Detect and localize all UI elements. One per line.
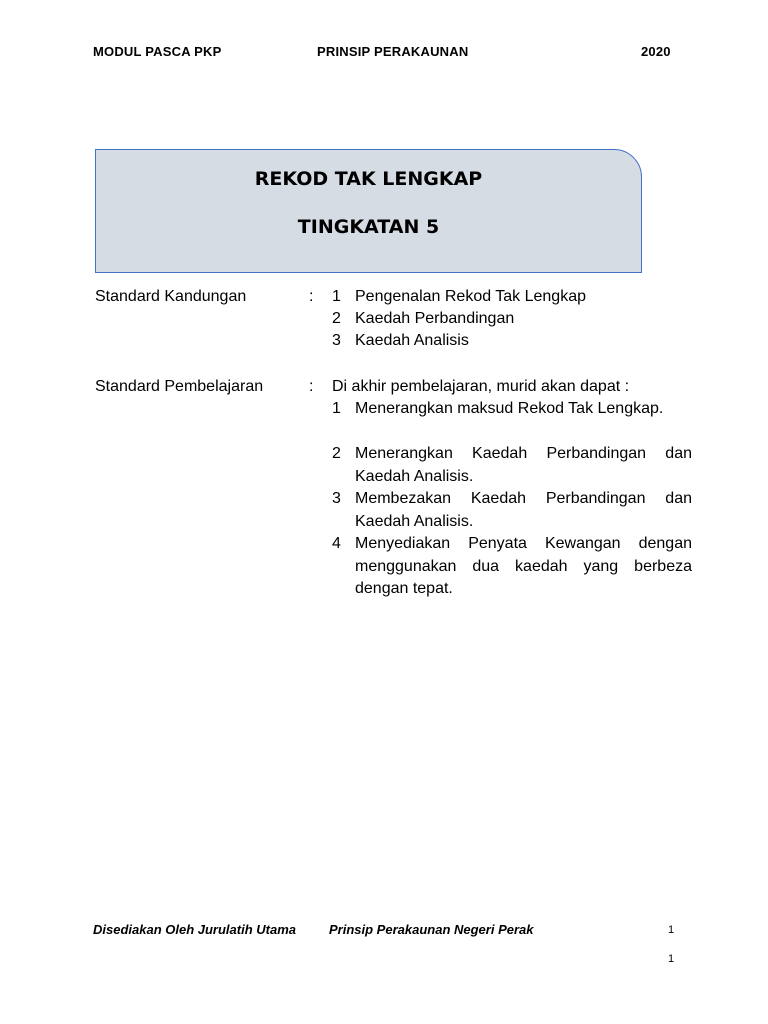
list-item-text: Pengenalan Rekod Tak Lengkap [355,288,586,305]
header-module-label: MODUL PASCA PKP [93,44,222,59]
list-item [332,286,692,309]
list-item-number: 2 [332,445,341,462]
list-item [332,533,692,601]
list-item-number: 4 [332,535,341,552]
header-subject-label: PRINSIP PERAKAUNAN [317,44,469,59]
list-item-text: Kaedah Perbandingan [355,310,515,327]
footer-organization: Prinsip Perakaunan Negeri Perak [329,922,534,937]
page-number-bottom: 1 [668,953,675,965]
footer-page-number: 1 [668,924,675,936]
standard-pembelajaran-intro: Di akhir pembelajaran, murid akan dapat : [332,378,630,395]
header-year-label: 2020 [641,44,671,59]
list-item-text: Menerangkan Kaedah Perbandingan dan Kaedah Analisis. [355,445,692,485]
page-subtitle: TINGKATAN 5 [297,216,440,238]
list-item [332,330,692,353]
list-item-number: 3 [332,332,341,349]
standard-kandungan-label: Standard Kandungan [95,288,247,305]
list-item-number: 1 [332,400,341,417]
page-title: REKOD TAK LENGKAP [254,168,483,190]
list-item [332,443,692,488]
list-item-text: Kaedah Analisis [355,332,469,349]
list-item [332,308,692,331]
list-item-text: Menerangkan maksud Rekod Tak Lengkap. [355,400,664,417]
list-item-text: Membezakan Kaedah Perbandingan dan Kaedah Analisis. [355,490,692,530]
list-item-number: 3 [332,490,341,507]
list-item-number: 1 [332,288,341,305]
standard-kandungan-colon: : [309,288,314,305]
standard-pembelajaran-colon: : [309,378,314,395]
list-item-text: Menyediakan Penyata Kewangan dengan menggunakan dua kaedah yang berbeza dengan tepat. [355,535,692,597]
footer-prepared-by: Disediakan Oleh Jurulatih Utama [93,922,297,937]
list-item [332,398,692,421]
title-box [95,149,642,273]
list-item [332,488,692,533]
list-item-number: 2 [332,310,341,327]
standard-pembelajaran-label: Standard Pembelajaran [95,378,264,395]
